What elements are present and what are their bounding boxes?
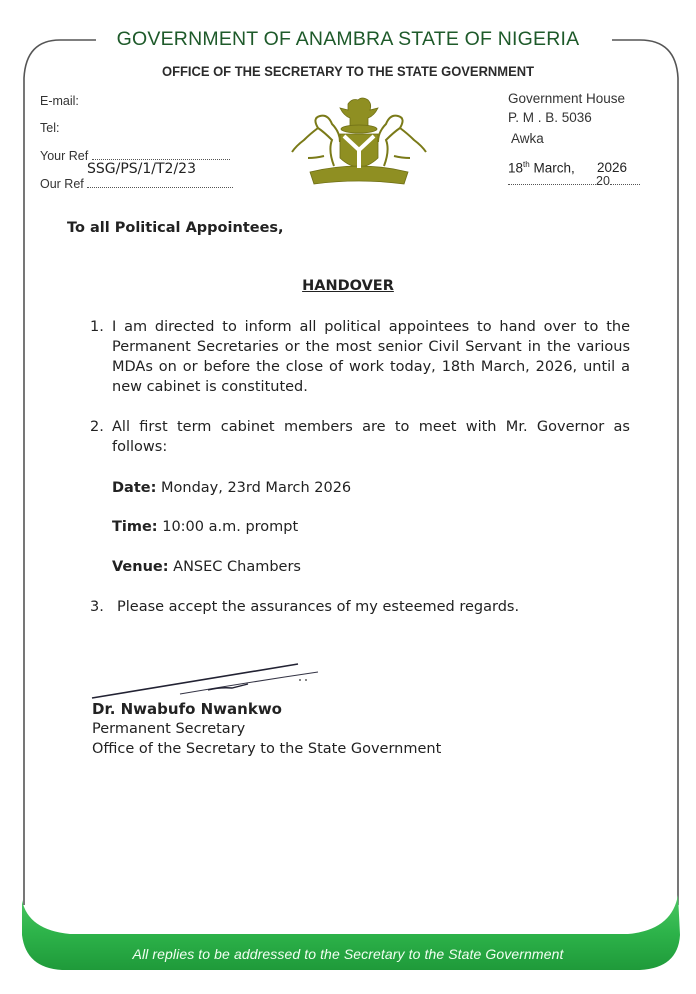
address-line: P. M . B. 5036 (508, 110, 592, 125)
frame-left-border (24, 40, 96, 905)
meeting-venue-label: Venue: (112, 559, 169, 575)
office-title: OFFICE OF THE SECRETARY TO THE STATE GOVERNMENT (161, 64, 535, 79)
date-month: March, (533, 160, 575, 176)
meeting-time-value: 10:00 a.m. prompt (162, 519, 299, 535)
paragraph-3 (90, 597, 630, 617)
paragraph-number: 1. (90, 319, 104, 335)
salutation: To all Political Appointees, (67, 220, 284, 236)
subject-heading: HANDOVER (302, 278, 394, 294)
meeting-time (112, 519, 298, 535)
paragraph-1 (90, 317, 630, 397)
meeting-time-label: Time: (112, 519, 158, 535)
paragraph-text: I am directed to inform all political appointees to hand over to the Permanent Secretaries or the most senior Civil Servant in the various MDAs on or before the close of work today, 18th March, 2026, until a new cabinet is constituted. (112, 319, 630, 395)
address-line: Awka (511, 131, 544, 146)
signatory-office: Office of the Secretary to the State Government (92, 741, 442, 757)
paragraph-number: 3. (90, 599, 104, 615)
paragraph-text: Please accept the assurances of my esteemed regards. (117, 599, 520, 615)
address-block (508, 89, 625, 148)
date-dotted-line (610, 174, 640, 185)
paragraph-number: 2. (90, 419, 104, 435)
government-title: GOVERNMENT OF ANAMBRA STATE OF NIGERIA (0, 28, 696, 51)
date-printed-century: 20 (596, 174, 610, 188)
your-ref-dotted-line (92, 149, 230, 160)
meeting-date-value: Monday, 23rd March 2026 (161, 480, 352, 496)
date-year: 2026 (597, 160, 628, 175)
meeting-venue (112, 559, 301, 575)
address-line: Government House (508, 91, 626, 106)
coat-of-arms-icon (288, 96, 430, 188)
email-label: E-mail: (40, 94, 79, 108)
meeting-venue-value: ANSEC Chambers (173, 559, 301, 575)
paragraph-text: All first term cabinet members are to meet with Mr. Governor as follows: (112, 419, 630, 455)
date-dotted-line (508, 174, 596, 185)
our-ref-row (40, 177, 233, 191)
our-ref-label: Our Ref (40, 177, 84, 191)
date-printed-line (508, 174, 640, 188)
tel-label: Tel: (40, 121, 60, 135)
ref-value: SSG/PS/1/T2/23 (87, 161, 196, 177)
paragraph-2 (90, 417, 630, 457)
meeting-date-label: Date: (112, 480, 157, 496)
our-ref-dotted-line (87, 177, 233, 188)
footer-notice: All replies to be addressed to the Secretary to the State Government (132, 946, 564, 962)
signatory-title: Permanent Secretary (92, 721, 246, 737)
date-day: 18 (508, 160, 524, 176)
signatory-name: Dr. Nwabufo Nwankwo (92, 700, 282, 718)
your-ref-label: Your Ref (40, 149, 89, 163)
date-day-suffix: th (523, 160, 530, 169)
signature-scribble-icon (90, 660, 330, 704)
meeting-date (112, 480, 351, 496)
